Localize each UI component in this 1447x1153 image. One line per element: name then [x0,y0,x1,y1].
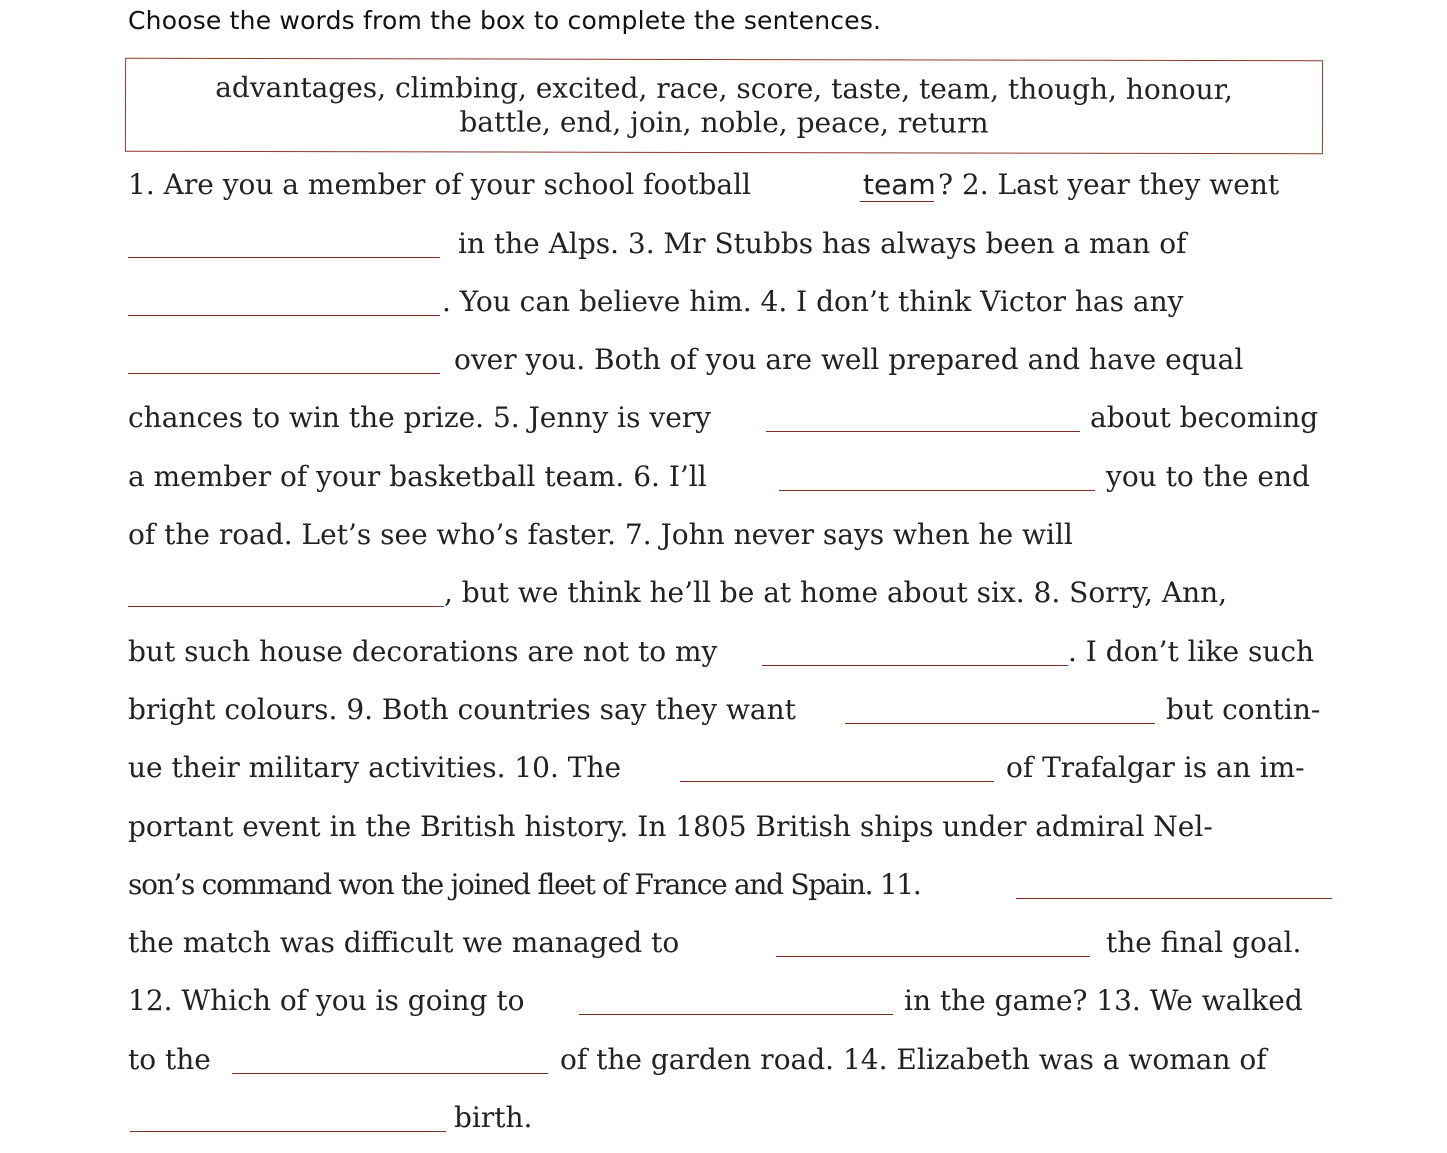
text-line-1 [128,157,1332,215]
text-line-6 [128,448,1332,506]
sentence-text: in the Alps. 3. Mr Stubbs has always been a man of [458,226,1187,260]
sentence-text: of Trafalgar is an im- [1006,751,1305,785]
sentence-text: ue their military activities. 10. The [128,751,622,785]
answer-blank-14[interactable] [232,1073,548,1074]
text-line-9 [128,623,1332,681]
answer-blank-7[interactable] [128,606,444,607]
text-line-14 [128,915,1332,973]
sentence-text: to the [128,1042,211,1076]
text-line-15 [128,973,1332,1031]
word-box-line-1: advantages, climbing, excited, race, score, taste, team, though, honour, [215,70,1233,107]
answer-blank-11[interactable] [1016,898,1332,899]
answer-blank-6[interactable] [779,490,1095,491]
sentence-text: of the garden road. 14. Elizabeth was a woman of [560,1042,1267,1076]
sentence-text: the match was difficult we managed to [128,926,680,960]
word-box [125,58,1323,155]
text-line-4 [128,332,1332,390]
text-line-8 [128,565,1332,623]
instruction-text: Choose the words from the box to complete the sentences. [128,6,882,35]
sentence-text: in the game? 13. We walked [904,984,1303,1018]
sentence-text: the final goal. [1106,926,1302,960]
sentence-text: over you. Both of you are well prepared and have equal [454,343,1244,377]
exercise-text [128,157,1332,1148]
sentence-text: of the road. Let’s see who’s faster. 7. John never says when he will [128,518,1073,552]
sentence-text: but such house decorations are not to my [128,634,718,668]
answer-blank-9[interactable] [845,723,1155,724]
answer-blank-3[interactable] [128,315,440,316]
sentence-text: . I don’t like such [1068,634,1315,668]
answer-blank-5[interactable] [766,431,1080,432]
answer-blank-15[interactable] [130,1131,446,1132]
text-line-13 [128,857,1332,915]
example-answer-underline [860,201,934,202]
text-line-2 [128,215,1332,273]
sentence-text: but contin- [1166,692,1321,726]
text-line-10 [128,682,1332,740]
sentence-text: 1. Are you a member of your school football [128,168,751,202]
text-line-12 [128,798,1332,856]
sentence-text: ? 2. Last year they went [938,168,1280,202]
answer-blank-13[interactable] [579,1014,893,1015]
text-line-16 [128,1031,1332,1089]
answer-blank-10[interactable] [680,781,994,782]
answer-blank-12[interactable] [776,956,1090,957]
sentence-text: . You can believe him. 4. I don’t think Victor has any [442,284,1184,318]
text-line-3 [128,274,1332,332]
text-line-17 [128,1090,1332,1148]
sentence-text: about becoming [1090,401,1319,435]
sentence-text: 12. Which of you is going to [128,984,525,1018]
sentence-text: portant event in the British history. In 1805 British ships under admiral Nel- [128,809,1213,843]
sentence-text: son’s command won the joined fleet of France and Spain. 11. [128,867,921,901]
sentence-text: you to the end [1106,459,1310,493]
text-line-11 [128,740,1332,798]
text-line-7 [128,507,1332,565]
sentence-text: a member of your basketball team. 6. I’ll [128,459,707,493]
answer-blank-2[interactable] [128,257,440,258]
sentence-text: birth. [454,1101,533,1135]
answer-blank-8[interactable] [762,665,1068,666]
sentence-text: , but we think he’ll be at home about six. 8. Sorry, Ann, [444,576,1228,610]
sentence-text: bright colours. 9. Both countries say they want [128,692,796,726]
example-answer: team [863,168,936,202]
sentence-text: chances to win the prize. 5. Jenny is very [128,401,711,435]
text-line-5 [128,390,1332,448]
answer-blank-4[interactable] [128,373,440,374]
word-box-line-2: battle, end, join, noble, peace, return [459,105,989,140]
